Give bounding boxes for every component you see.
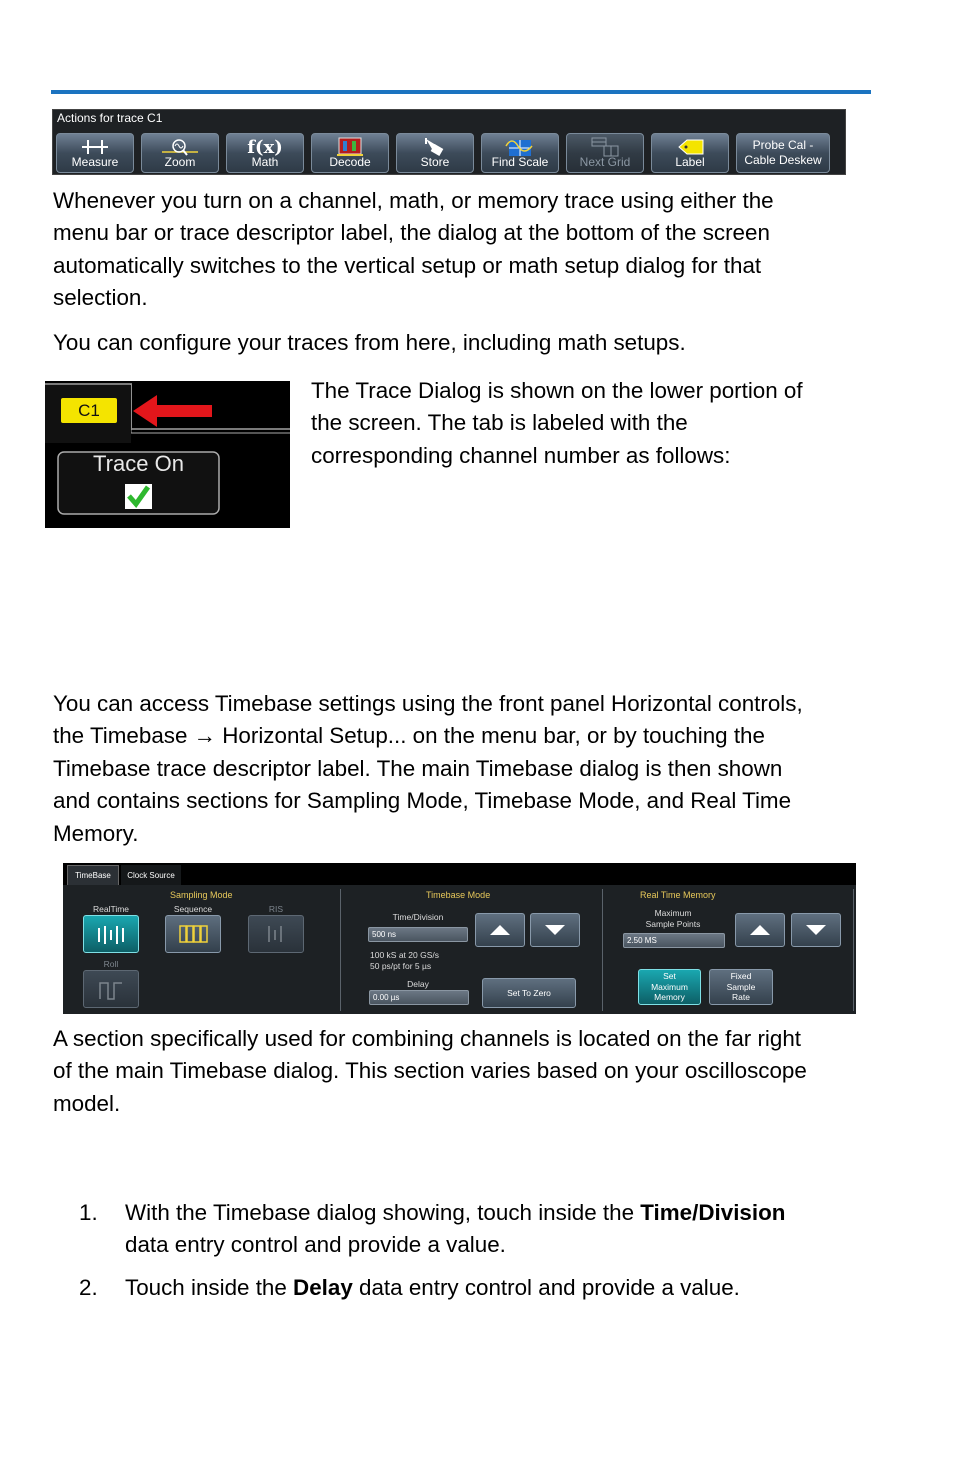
section-divider (340, 889, 341, 1011)
ris-icon (249, 916, 303, 952)
channel-tab-c1[interactable]: C1 (78, 401, 100, 420)
text-line: the screen. The tab is labeled with the (311, 410, 688, 436)
step-text: data entry control and provide a value. (352, 1274, 740, 1300)
text-line: automatically switches to the vertical setup or math setup dialog for that (53, 252, 762, 278)
time-division-label: Time/Division (392, 912, 444, 922)
text-line: the Timebase → Horizontal Setup... on the menu bar, or by touching the (53, 723, 765, 749)
actions-toolbar-title: Actions for trace C1 (57, 111, 163, 125)
memory-up-button[interactable] (735, 913, 785, 947)
decode-icon (335, 137, 365, 157)
arrow-down-icon (806, 925, 826, 935)
text-line: The Trace Dialog is shown on the lower portion of (311, 378, 803, 403)
decode-button[interactable] (311, 133, 389, 173)
text-line: Timebase trace descriptor label. The main Timebase dialog is then shown (53, 755, 783, 781)
store-button[interactable] (396, 133, 474, 173)
text-line: and contains sections for Sampling Mode, Timebase Mode, and Real Time (53, 788, 792, 814)
paragraph-timebase-access (53, 688, 803, 850)
sequence-mode-button[interactable] (165, 915, 221, 953)
realtime-label: RealTime (92, 904, 130, 914)
real-time-memory-title: Real Time Memory (640, 890, 716, 900)
roll-label: Roll (103, 959, 119, 969)
step-number: 2. (79, 1274, 98, 1300)
time-division-up-button[interactable] (475, 913, 525, 947)
arrow-up-icon (490, 925, 510, 935)
zoom-button-label: Zoom (164, 155, 196, 169)
probe-cal-line2: Cable Deskew (744, 153, 822, 167)
trace-on-label: Trace On (93, 451, 184, 476)
time-division-field[interactable]: 500 ns (368, 927, 468, 942)
max-sample-points-label: Maximum Sample Points (645, 908, 701, 929)
text-line: Whenever you turn on a channel, math, or memory trace using either the (53, 188, 774, 213)
probe-cal-line1: Probe Cal - (752, 138, 814, 152)
section-divider (853, 889, 854, 1011)
paragraph-combining-channels (53, 1023, 807, 1120)
label-button[interactable] (651, 133, 729, 173)
roll-icon (84, 971, 138, 1007)
step-text: Touch inside the (125, 1274, 294, 1300)
realtime-waveform-icon (84, 916, 138, 952)
step-item (53, 1272, 873, 1304)
arrow-up-icon (750, 925, 770, 935)
step-item (53, 1197, 873, 1262)
set-maximum-memory-button[interactable]: Set Maximum Memory (638, 969, 701, 1005)
text-line: corresponding channel number as follows: (311, 442, 731, 468)
step-text: data entry control and provide a value. (125, 1232, 506, 1258)
paragraph-trace-dialog-switch (53, 185, 774, 315)
math-button[interactable] (226, 133, 304, 173)
paragraph-trace-dialog-tab (311, 375, 803, 472)
sequence-label: Sequence (173, 904, 213, 914)
trace-dialog-image (45, 381, 290, 528)
step-bold-term: Delay (293, 1274, 353, 1300)
sample-info-line2: 50 ps/pt for 5 µs (370, 961, 432, 971)
trace-on-checkbox[interactable] (125, 484, 152, 509)
ris-mode-button[interactable] (248, 915, 304, 953)
procedure-steps (53, 1197, 873, 1314)
text-line: model. (53, 1090, 121, 1116)
realtime-mode-button[interactable] (83, 915, 139, 953)
text-line: of the main Timebase dialog. This section varies based on your oscilloscope (53, 1058, 807, 1084)
text-line: Memory. (53, 820, 139, 846)
set-to-zero-button[interactable]: Set To Zero (482, 978, 576, 1008)
delay-label: Delay (407, 979, 429, 989)
delay-field[interactable]: 0.00 µs (369, 990, 469, 1005)
text-line: menu bar or trace descriptor label, the dialog at the bottom of the screen (53, 220, 770, 246)
measure-button[interactable] (56, 133, 134, 173)
next-grid-button-label: Next Grid (579, 155, 631, 169)
arrow-down-icon (545, 925, 565, 935)
header-rule (51, 90, 871, 94)
memory-down-button[interactable] (791, 913, 841, 947)
math-icon: f(x) (247, 136, 283, 158)
section-divider (602, 889, 603, 1011)
decode-button-label: Decode (329, 155, 371, 169)
max-sample-points-field[interactable]: 2.50 MS (623, 933, 725, 948)
step-text: With the Timebase dialog showing, touch inside the (125, 1200, 641, 1225)
zoom-button[interactable] (141, 133, 219, 173)
timebase-dialog (63, 863, 856, 1014)
measure-icon (80, 137, 110, 157)
sequence-icon (166, 916, 220, 952)
fixed-sample-rate-button[interactable]: Fixed Sample Rate (709, 969, 773, 1005)
time-division-down-button[interactable] (530, 913, 580, 947)
text-line: You can access Timebase settings using the front panel Horizontal controls, (53, 691, 803, 716)
label-tag-icon (673, 137, 707, 157)
sample-info-line1: 100 kS at 20 GS/s (370, 950, 439, 960)
timebase-mode-title: Timebase Mode (426, 890, 491, 900)
step-number: 1. (79, 1200, 98, 1225)
tab-timebase[interactable]: TimeBase (67, 865, 119, 885)
label-button-label: Label (675, 155, 705, 169)
find-scale-button-label: Find Scale (491, 155, 549, 169)
timebase-tab-bar (63, 863, 856, 885)
store-button-label: Store (420, 155, 450, 169)
sampling-mode-title: Sampling Mode (170, 890, 233, 900)
zoom-icon (160, 137, 200, 157)
step-bold-term: Time/Division (640, 1200, 786, 1225)
roll-mode-button[interactable] (83, 970, 139, 1008)
text-line: A section specifically used for combining channels is located on the far right (53, 1026, 802, 1051)
probe-cal-cable-deskew-button[interactable] (736, 133, 830, 173)
red-arrow-pointer (133, 395, 212, 427)
ris-label: RIS (268, 904, 284, 914)
tab-clock-source[interactable]: Clock Source (121, 865, 181, 885)
actions-toolbar (52, 109, 846, 175)
next-grid-button[interactable] (566, 133, 644, 173)
math-button-label: Math (251, 155, 279, 169)
paragraph-configure-traces: You can configure your traces from here, including math setups. (53, 330, 686, 355)
measure-button-label: Measure (71, 155, 119, 169)
text-line: selection. (53, 285, 148, 311)
find-scale-button[interactable] (481, 133, 559, 173)
